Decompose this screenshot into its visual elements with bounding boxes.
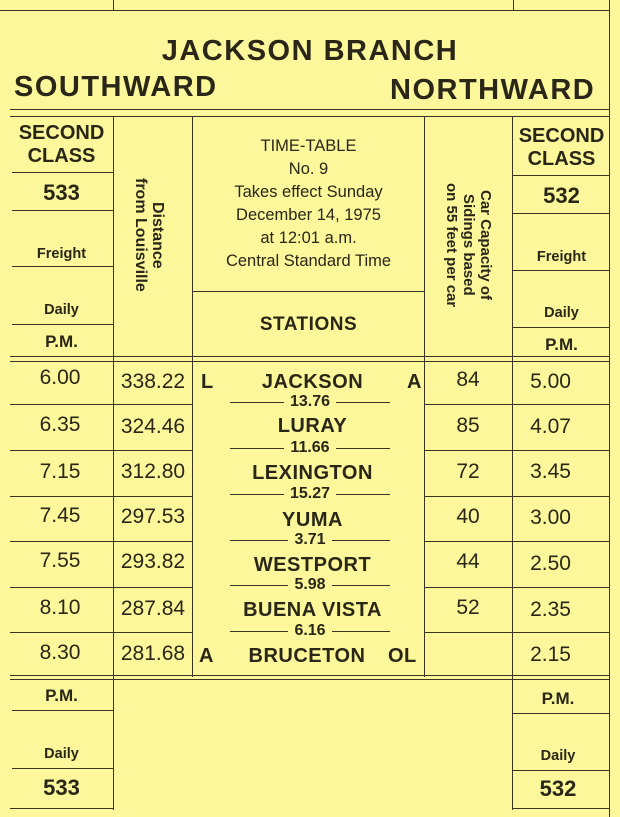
left-train-number: 533: [43, 180, 80, 205]
station-name: YUMA: [282, 509, 343, 531]
branch-title: JACKSON BRANCH: [161, 35, 459, 67]
segment-distance: 11.66: [230, 439, 390, 457]
row-line-4r: [424, 541, 610, 542]
distance-value: 338.22: [120, 370, 186, 393]
timetable-info: TIME-TABLE No. 9 Takes effect Sunday December 14, 1975 at 12:01 a.m. Central Standard Time: [225, 137, 392, 270]
station-name: WESTPORT: [253, 554, 372, 576]
right-daily-label: Daily: [544, 305, 579, 321]
right-footer-daily: Daily: [540, 748, 576, 764]
north-time: 2.15: [530, 643, 571, 666]
distance-value: 293.82: [120, 550, 186, 573]
south-time: 6.00: [39, 366, 81, 389]
south-time: 6.35: [39, 413, 81, 436]
station-name: BRUCETON: [248, 645, 366, 667]
left-rule-1: [12, 172, 113, 173]
right-train-number: 532: [543, 183, 580, 208]
distance-value: 287.84: [120, 597, 186, 620]
north-time: 4.07: [530, 415, 571, 438]
distance-value: 312.80: [120, 460, 186, 483]
segment-distance: 13.76: [230, 393, 390, 411]
left-footer-bottom: [10, 808, 113, 809]
station-right-mark: A: [407, 371, 422, 393]
station-name: BUENA VISTA: [243, 599, 382, 621]
row-line-2: [10, 450, 193, 451]
row-line-3r: [424, 496, 610, 497]
station-left-mark: L: [201, 371, 214, 393]
stations-label: STATIONS: [259, 314, 358, 335]
south-time: 7.15: [39, 460, 81, 483]
row-line-3: [10, 496, 193, 497]
right-pm-label: P.M.: [545, 335, 578, 354]
body-rule-bottom: [10, 361, 610, 362]
right-footer-rule-1: [513, 713, 610, 714]
header-rule-top: [10, 109, 610, 110]
left-rule-4: [12, 324, 113, 325]
left-freight-label: Freight: [36, 246, 87, 262]
distance-value: 297.53: [120, 505, 186, 528]
right-footer-bottom: [513, 808, 610, 809]
left-footer-rule-1: [12, 710, 113, 711]
right-footer-rule-2: [513, 770, 610, 771]
station-name: LURAY: [277, 415, 348, 437]
left-daily-label: Daily: [44, 302, 79, 318]
row-line-2r: [424, 450, 610, 451]
top-divider-left: [113, 0, 114, 10]
header-rule-bottom: [10, 116, 610, 117]
left-footer-rule-2: [12, 768, 113, 769]
left-class-label: SECOND CLASS: [18, 122, 105, 167]
right-rule-3: [513, 270, 610, 271]
station-name: JACKSON: [261, 371, 364, 393]
footer-rule-top: [10, 675, 610, 676]
capacity-value: 40: [456, 505, 480, 528]
capacity-value: 72: [456, 460, 480, 483]
north-time: 3.45: [530, 460, 571, 483]
capacity-value: 84: [456, 368, 480, 391]
stations-rule: [193, 291, 424, 292]
left-footer-daily: Daily: [44, 746, 79, 762]
footer-rule-bottom: [10, 679, 610, 680]
capacity-value: 44: [456, 550, 480, 573]
right-rule-1: [513, 175, 610, 176]
row-line-6: [10, 632, 193, 633]
row-line-1: [10, 404, 193, 405]
row-line-5r: [424, 587, 610, 588]
row-line-1r: [424, 404, 610, 405]
station-name: LEXINGTON: [252, 462, 373, 484]
left-rule-2: [12, 210, 113, 211]
left-pm-label: P.M.: [45, 332, 78, 351]
body-rule-top: [10, 356, 610, 357]
right-rule-4: [513, 327, 610, 328]
south-time: 7.55: [39, 549, 81, 572]
right-freight-label: Freight: [536, 249, 587, 265]
north-time: 5.00: [530, 370, 571, 393]
row-line-5: [10, 587, 193, 588]
south-time: 7.45: [39, 504, 81, 527]
top-rule: [0, 10, 610, 11]
row-line-4: [10, 541, 193, 542]
right-rule-2: [513, 213, 610, 214]
north-time: 2.35: [530, 598, 571, 621]
segment-distance: 6.16: [230, 622, 390, 640]
right-edge: [609, 0, 610, 817]
north-time: 2.50: [530, 552, 571, 575]
capacity-value: 52: [456, 596, 480, 619]
top-divider-right: [513, 0, 514, 10]
south-time: 8.10: [39, 596, 81, 619]
distance-value: 281.68: [120, 642, 186, 665]
distance-value: 324.46: [120, 415, 186, 438]
left-footer-train-number: 533: [43, 775, 80, 800]
segment-distance: 3.71: [230, 531, 390, 549]
south-time: 8.30: [39, 641, 81, 664]
distance-header: Distance from Louisville: [132, 178, 166, 292]
capacity-header: Car Capacity of Sidings based on 55 feet per car: [443, 182, 494, 308]
left-footer-pm: P.M.: [45, 686, 78, 705]
northward-heading: NORTHWARD: [390, 74, 596, 106]
segment-distance: 5.98: [230, 576, 390, 594]
southward-heading: SOUTHWARD: [14, 71, 218, 103]
right-class-label: SECOND CLASS: [518, 125, 605, 170]
segment-distance: 15.27: [230, 485, 390, 503]
row-line-6r: [424, 632, 610, 633]
north-time: 3.00: [530, 506, 571, 529]
right-footer-pm: P.M.: [541, 689, 575, 708]
station-left-mark: A: [199, 645, 214, 667]
station-right-mark: OL: [388, 645, 417, 667]
left-rule-3: [12, 266, 113, 267]
col-line-3: [424, 117, 425, 677]
capacity-value: 85: [456, 414, 480, 437]
right-footer-train-number: 532: [539, 776, 577, 801]
